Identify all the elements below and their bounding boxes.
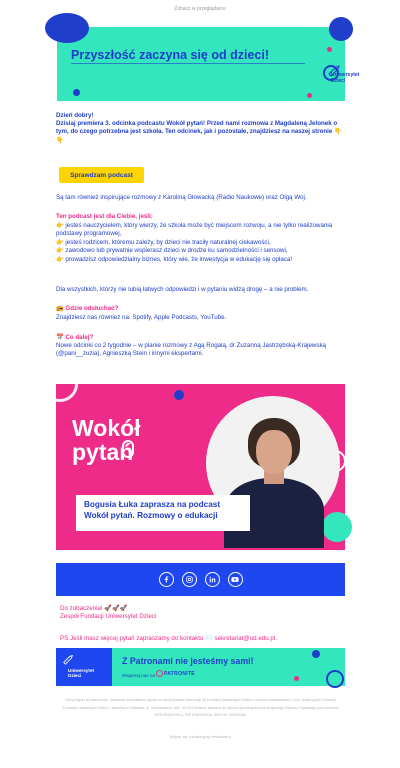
podcast-title-line2: pytań [72,439,134,465]
podcast-banner[interactable] [56,384,345,550]
facebook-icon[interactable] [159,572,174,587]
list-item: 👉 jesteś rodzicem, któremu zależy, by dzieci nie traciły naturalnej ciekawości, [56,238,271,246]
logo-line2: Dzieci [331,77,346,84]
patron-logo-text [68,668,94,678]
intro-text: Dzisiaj premiera 3. odcinka podcastu Wokół pytań! Przed nami rozmowa z Magdaleną Jelonek o tym, do czego potrzebna jest szkoła. Ten odcinek, jak i pozostałe, znajdziesz na naszej stronie 👇 👇 [56,120,342,144]
patronite-banner[interactable] [56,648,345,686]
podcast-title-line1: Wokół [72,415,141,441]
next-text: Nowe odcinki co 2 tygodnie – w planie rozmowy z Agą Rogalą, dr Zuzanną Jastrzębską-Krajewską (@pani__zuzia), Agnieszką Stein i innymi ekspertami. [56,342,326,358]
for-you-title: Ten podcast jest dla Ciebie, jeśli: [56,213,153,220]
youtube-icon[interactable] [228,572,243,587]
decorative-dot [327,47,332,52]
decorative-ring [326,670,344,688]
caption-line2: Wokół pytań. Rozmowy o edukacji [84,511,218,520]
signoff [60,605,156,622]
patron-logo-line2: Dzieci [68,673,82,678]
decorative-blob [322,512,352,542]
list-item: 👉 jesteś nauczycielem, który wierzy, że szkoła może być miejscem rozwoju, a nie tylko realizowania podstawy programowej, [56,222,333,238]
ps-contact-text[interactable]: PS Jeśli masz więcej pytań zapraszamy do kontaktu ✉️ sekretariat@ud.edu.pl. [60,635,277,642]
patron-logo-panel [56,648,112,686]
greeting: Dzień dobry! [56,112,94,119]
hero-banner [57,27,360,101]
footer-legal-text: Otrzymujesz tę wiadomość, ponieważ wyraziłaś/eś zgodę na otrzymywanie informacji od Fundacji Uniwersytet Dzieci o różnych wydarzeniach, m.in. dotyczących Fundacji. Fundacja Uniwersytet Dzieci z siedzibą w Krakowie, ul. Sienkiewicza 16/1, 30-033 Kraków, wpisana do rejestru przedsiębiorców Krajowego Rejestru Sądowego pod numerem KRS 0000297513, NIP 6762360916, REGON 120423560. [62,698,340,717]
hero-logo-text [331,73,359,84]
unsubscribe-link[interactable]: Wypisz się z subskrypcji newslettera [169,735,231,739]
audience-list [56,222,348,264]
audience-summary: Dla wszystkich, którzy nie lubią łatwych odpowiedzi i w pytaniu widzą drogę – a nie problem. [56,286,309,293]
patron-support-label: Wspieraj nas na [122,673,155,678]
list-item: 👉 zawodowo lub prywatnie wspierasz dzieci w drodze ku samodzielności i sensowi, [56,247,288,255]
patron-logo-line1: Uniwersytet [68,668,95,673]
patronite-brand[interactable]: PATRONITE [164,671,195,677]
patron-title: Z Patronami nie jesteśmy sami! [122,656,254,666]
hero-title-underline [71,63,305,64]
decorative-dot [73,89,80,96]
decorative-dot [307,93,312,98]
decorative-blob [329,17,353,41]
logo-line1: Uniwersytet [331,72,360,78]
also-text: Są tam również inspirujące rozmowy z Karoliną Głowacką (Radio Naukowe) oraz Olgą Woj. [56,194,307,201]
patronite-logo-icon [156,670,163,677]
signoff-line2: Zespół Fundacji Uniwersytet Dzieci [60,613,157,621]
hero-title: Przyszłość zaczyna się od dzieci! [71,48,269,62]
decorative-dot [294,676,299,681]
signoff-line1: Do zobaczenia! 🚀🚀🚀 [60,605,128,612]
decorative-ring [42,366,78,402]
host-photo-face [256,430,292,474]
decorative-dot [174,390,184,400]
social-links-bar [56,563,345,596]
list-item: 👉 prowadzisz odpowiedzialny biznes, który wie, że inwestycja w edukację się opłaca! [56,255,293,263]
microphone-icon [122,440,134,458]
caption-line1: Bogusia Łuka zaprasza na podcast [84,500,221,509]
next-title: 📅 Co dalej? [56,334,94,341]
linkedin-icon[interactable] [205,572,220,587]
listen-podcast-button[interactable]: Sprawdzam podcast [59,167,144,183]
banner-caption [76,495,250,531]
decorative-blob [45,13,89,43]
where-text: Znajdziesz nas również na: Spotify, Apple Podcasts, YouTube. [56,314,227,321]
rocket-icon [62,654,74,664]
where-title: 📻 Gdzie odsłuchać? [56,305,119,312]
instagram-icon[interactable] [182,572,197,587]
view-in-browser-link[interactable]: Zobacz w przeglądarce [174,6,226,12]
decorative-dot [312,650,320,658]
